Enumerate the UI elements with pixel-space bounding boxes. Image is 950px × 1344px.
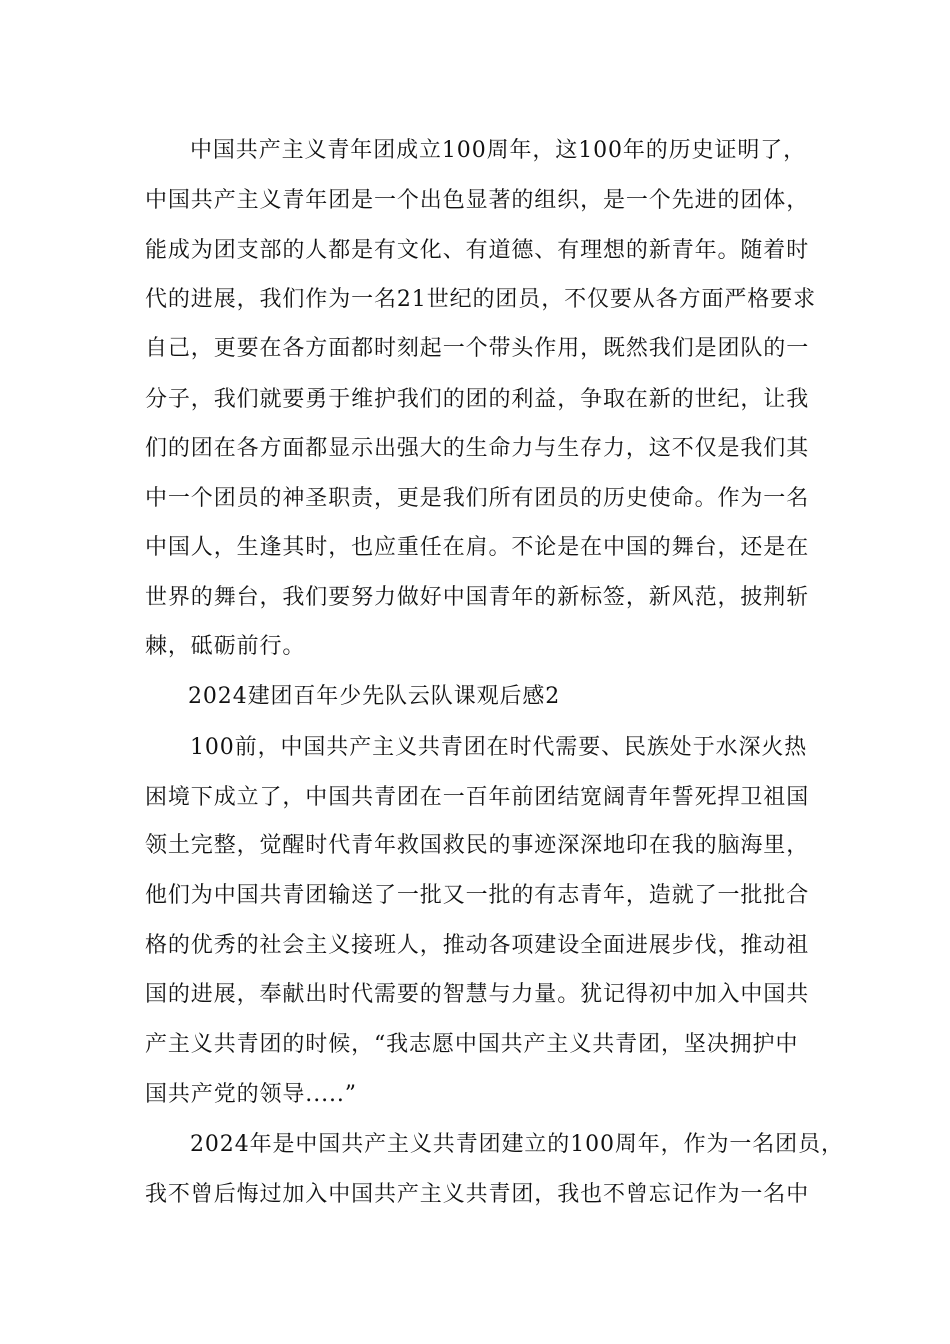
paragraph-4-line-1: 2024年是中国共产主义共青团建立的100周年，作为一名团员， (190, 1132, 844, 1157)
paragraph-1-line-5: 自己，更要在各方面都时刻起一个带头作用，既然我们是团队的一 (145, 336, 810, 361)
paragraph-1-line-8: 中一个团员的神圣职责，更是我们所有团员的历史使命。作为一名 (145, 486, 810, 511)
paragraph-3-line-4: 他们为中国共青团输送了一批又一批的有志青年，造就了一批批合 (145, 883, 810, 908)
paragraph-1-line-6: 分子，我们就要勇于维护我们的团的利益，争取在新的世纪，让我 (145, 387, 810, 412)
paragraph-4-line-2: 我不曾后悔过加入中国共产主义共青团，我也不曾忘记作为一名中 (145, 1182, 810, 1207)
paragraph-3-line-6: 国的进展，奉献出时代需要的智慧与力量。犹记得初中加入中国共 (145, 982, 810, 1007)
paragraph-3-line-3: 领土完整，觉醒时代青年救国救民的事迹深深地印在我的脑海里， (145, 833, 810, 858)
paragraph-1-line-4: 代的进展，我们作为一名21世纪的团员，不仅要从各方面严格要求 (145, 287, 816, 312)
paragraph-1-line-11: 棘，砥砺前行。 (145, 634, 306, 659)
paragraph-1-line-2: 中国共产主义青年团是一个出色显著的组织，是一个先进的团体， (145, 188, 810, 213)
paragraph-3-line-7: 产主义共青团的时候，“我志愿中国共产主义共青团，坚决拥护中 (145, 1032, 799, 1057)
paragraph-3-line-2: 困境下成立了，中国共青团在一百年前团结宽阔青年誓死捍卫祖国 (145, 785, 810, 810)
paragraph-3-line-8: 国共产党的领导.....” (145, 1082, 357, 1107)
paragraph-1-line-9: 中国人，生逢其时，也应重任在肩。不论是在中国的舞台，还是在 (145, 535, 810, 560)
paragraph-1-line-10: 世界的舞台，我们要努力做好中国青年的新标签，新风范，披荆斩 (145, 585, 810, 610)
paragraph-1-line-1: 中国共产主义青年团成立100周年，这100年的历史证明了， (190, 138, 807, 163)
paragraph-3-line-5: 格的优秀的社会主义接班人，推动各项建设全面进展步伐，推动祖 (145, 933, 810, 958)
paragraph-1-line-7: 们的团在各方面都显示出强大的生命力与生存力，这不仅是我们其 (145, 436, 810, 461)
section-heading: 2024建团百年少先队云队课观后感2 (188, 684, 561, 709)
paragraph-1-line-3: 能成为团支部的人都是有文化、有道德、有理想的新青年。随着时 (145, 238, 810, 263)
paragraph-3-line-1: 100前，中国共产主义共青团在时代需要、民族处于水深火热 (190, 735, 808, 760)
